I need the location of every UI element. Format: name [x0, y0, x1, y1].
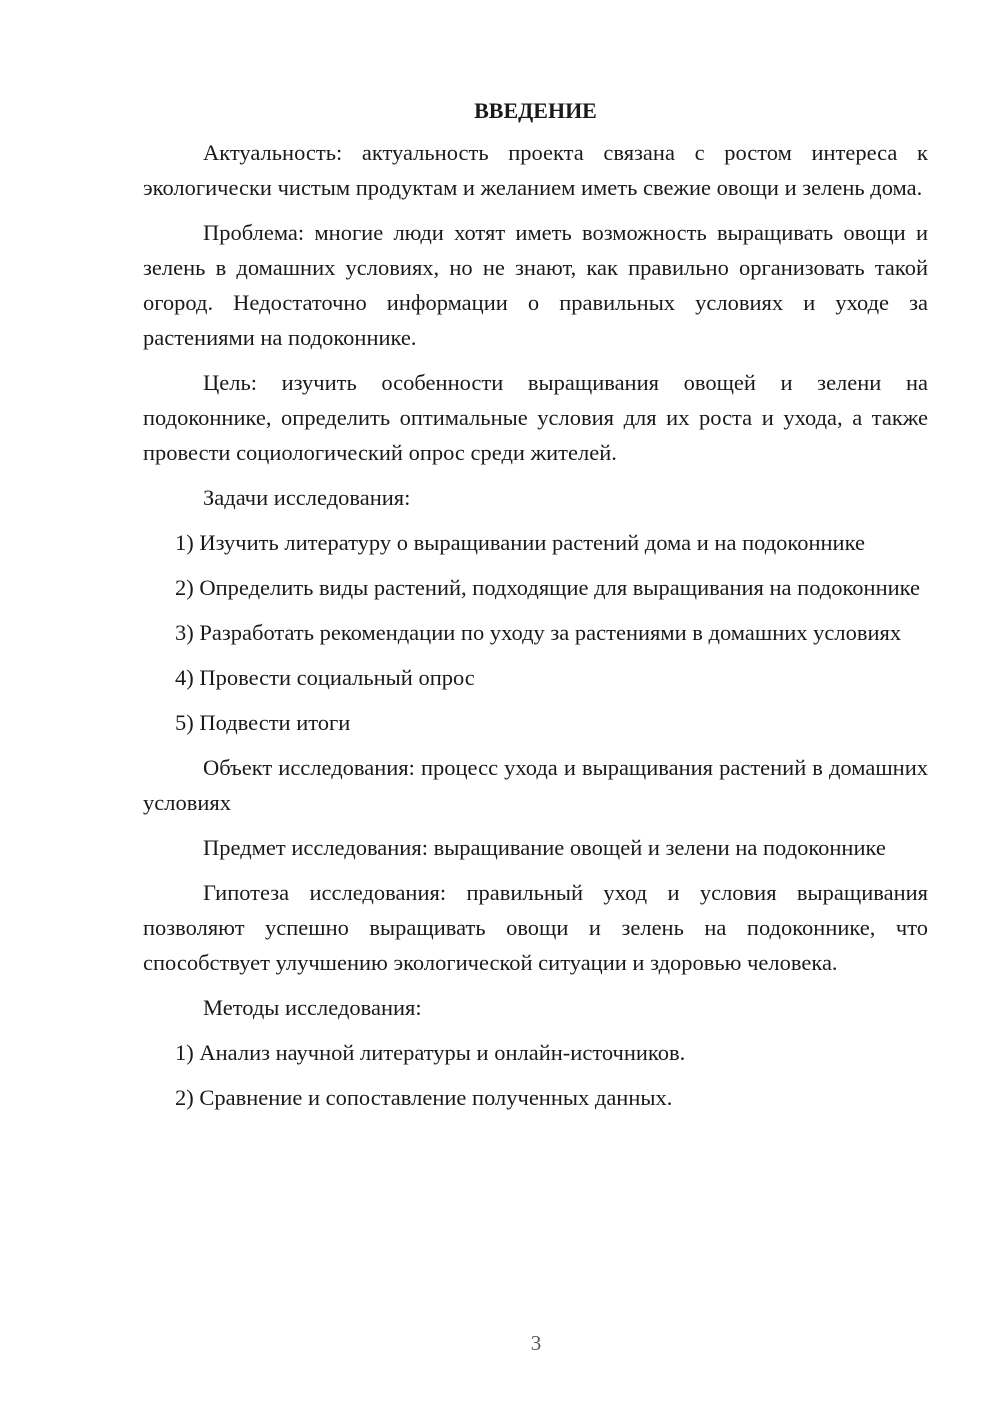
paragraph-subject: Предмет исследования: выращивание овощей и зелени на подоконнике [203, 835, 886, 860]
paragraph-object: Объект исследования: процесс ухода и выращивания растений в домашних условиях [143, 755, 928, 815]
list-item-method-2: 2) Сравнение и сопоставление полученных данных. [175, 1085, 673, 1110]
list-item-method-1: 1) Анализ научной литературы и онлайн-источников. [175, 1040, 686, 1065]
paragraph-tasks-heading: Задачи исследования: [203, 485, 411, 510]
list-item-task-4: 4) Провести социальный опрос [175, 665, 475, 690]
list-item-task-2: 2) Определить виды растений, подходящие для выращивания на подоконнике [175, 575, 921, 600]
page-number: 3 [530, 1331, 542, 1355]
list-item-task-5: 5) Подвести итоги [175, 710, 351, 735]
paragraph-relevance: Актуальность: актуальность проекта связана с ростом интереса к экологически чистым продуктам и желанием иметь свежие овощи и зелень дома. [143, 140, 928, 200]
paragraph-goal: Цель: изучить особенности выращивания овощей и зелени на подоконнике, определить оптимальные условия для их роста и ухода, а также провести социологический опрос среди жителей. [143, 370, 928, 465]
paragraph-hypothesis: Гипотеза исследования: правильный уход и условия выращивания позволяют успешно выращивать овощи и зелень на подоконнике, что способствует улучшению экологической ситуации и здоровью человека. [143, 880, 928, 975]
list-item-task-1: 1) Изучить литературу о выращивании растений дома и на подоконнике [175, 530, 865, 555]
page-title: ВВЕДЕНИЕ [474, 98, 597, 123]
paragraph-problem: Проблема: многие люди хотят иметь возможность выращивать овощи и зелень в домашних условиях, но не знают, как правильно организовать такой огород. Недостаточно информации о правильных условиях и уходе за растениями на подоконнике. [143, 220, 928, 350]
paragraph-methods-heading: Методы исследования: [203, 995, 422, 1020]
list-item-task-3: 3) Разработать рекомендации по уходу за растениями в домашних условиях [175, 620, 902, 645]
document-page [143, 96, 928, 1125]
